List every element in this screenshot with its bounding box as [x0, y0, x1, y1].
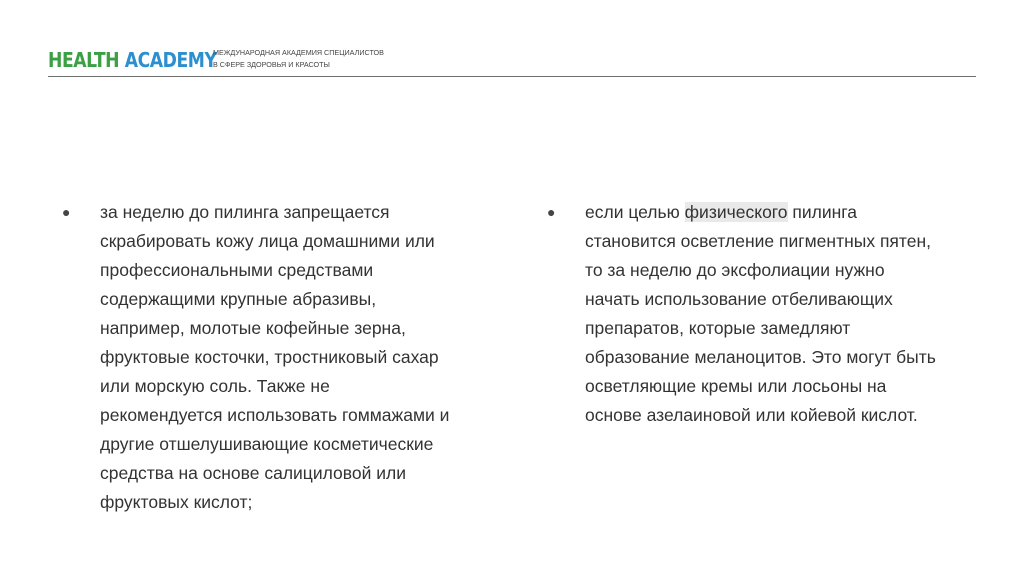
- bullet-right-line: осветляющие кремы или лосьоны на: [585, 376, 887, 396]
- bullet-right-line: основе азелаиновой или койевой кислот.: [585, 405, 918, 425]
- header: [48, 44, 976, 77]
- bullet-left-line: профессиональными средствами: [100, 260, 374, 280]
- bullet-right-line: начать использование отбеливающих: [585, 289, 893, 309]
- bullet-right-line1-after: пилинга: [787, 202, 858, 222]
- header-divider: [48, 76, 976, 77]
- bullet-left-line: скрабировать кожу лица домашними или: [100, 231, 435, 251]
- logo-word-health: HEALTH: [48, 48, 120, 72]
- bullet-left-text: [100, 198, 449, 517]
- bullet-right-line: препаратов, которые замедляют: [585, 318, 851, 338]
- health-academy-logo: [48, 49, 217, 71]
- bullet-left-line: за неделю до пилинга запрещается: [100, 202, 390, 222]
- tagline-line-1: МЕЖДУНАРОДНАЯ АКАДЕМИЯ СПЕЦИАЛИСТОВ: [213, 48, 384, 57]
- bullet-marker-left: ●: [62, 204, 71, 220]
- bullet-left-line: фруктовые косточки, тростниковый сахар: [100, 347, 439, 367]
- bullet-right-line: образование меланоцитов. Это могут быть: [585, 347, 936, 367]
- bullet-left-line: или морскую соль. Также не: [100, 376, 330, 396]
- bullet-right-line: то за неделю до эксфолиации нужно: [585, 260, 885, 280]
- bullet-marker-right: ●: [547, 204, 556, 220]
- bullet-left-line: средства на основе салициловой или: [100, 463, 406, 483]
- logo-word-academy: ACADEMY: [124, 48, 217, 72]
- bullet-right-line1-before: если целью: [585, 202, 685, 222]
- academy-tagline: [213, 47, 384, 71]
- tagline-line-2: В СФЕРЕ ЗДОРОВЬЯ И КРАСОТЫ: [213, 60, 330, 69]
- bullet-left-line: фруктовых кислот;: [100, 492, 253, 512]
- bullet-left-line: например, молотые кофейные зерна,: [100, 318, 406, 338]
- bullet-left-line: рекомендуется использовать гоммажами и: [100, 405, 450, 425]
- bullet-left-line: содержащими крупные абразивы,: [100, 289, 377, 309]
- bullet-right-line-first: [585, 198, 936, 227]
- bullet-right-text: [585, 198, 936, 430]
- bullet-left-line: другие отшелушивающие косметические: [100, 434, 434, 454]
- bullet-right-line: становится осветление пигментных пятен,: [585, 231, 931, 251]
- highlighted-word: физического: [684, 202, 788, 222]
